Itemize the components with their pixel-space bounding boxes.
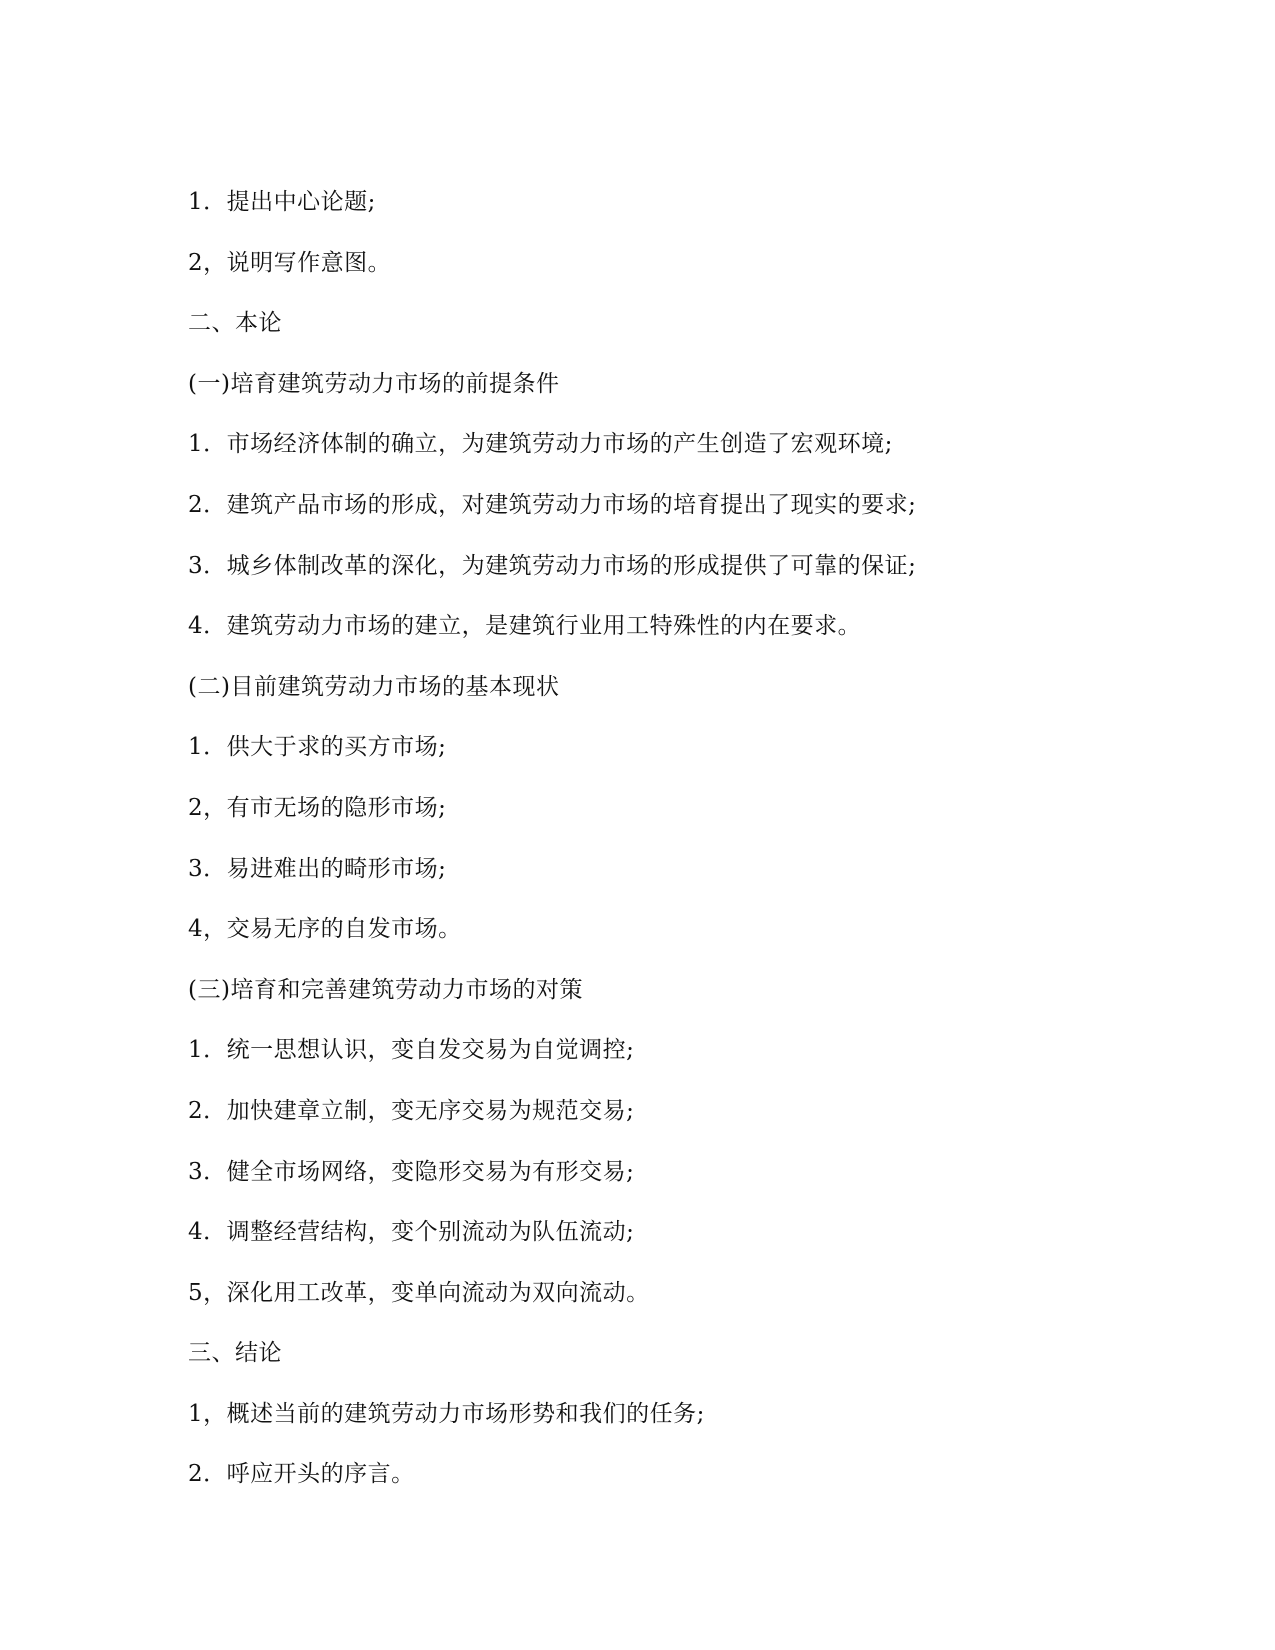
outline-item: 3．易进难出的畸形市场; [188,855,447,882]
outline-item: 1．统一思想认识，变自发交易为自觉调控; [188,1037,635,1064]
outline-item: 2．加快建章立制，变无序交易为规范交易; [188,1097,635,1124]
outline-item: 1，概述当前的建筑劳动力市场形势和我们的任务; [188,1400,705,1427]
outline-item: 2，有市无场的隐形市场; [188,794,447,821]
outline-item: 4．建筑劳动力市场的建立，是建筑行业用工特殊性的内在要求。 [188,613,862,640]
outline-item: 2，说明写作意图。 [188,249,392,276]
subsection-heading: (一)培育建筑劳动力市场的前提条件 [188,370,560,397]
outline-item: 3．城乡体制改革的深化，为建筑劳动力市场的形成提供了可靠的保证; [188,552,917,579]
subsection-heading: (二)目前建筑劳动力市场的基本现状 [188,673,560,700]
outline-item: 5，深化用工改革，变单向流动为双向流动。 [188,1279,650,1306]
outline-item: 4，交易无序的自发市场。 [188,916,462,943]
outline-item: 1．市场经济体制的确立，为建筑劳动力市场的产生创造了宏观环境; [188,431,893,458]
outline-item: 1．供大于求的买方市场; [188,734,447,761]
subsection-heading: (三)培育和完善建筑劳动力市场的对策 [188,976,583,1003]
outline-item: 4．调整经营结构，变个别流动为队伍流动; [188,1219,635,1246]
outline-item: 2．建筑产品市场的形成，对建筑劳动力市场的培育提出了现实的要求; [188,491,917,518]
document-body [188,172,1088,1505]
section-heading: 三、结论 [188,1340,282,1367]
outline-item: 2．呼应开头的序言。 [188,1461,415,1488]
outline-item: 1．提出中心论题; [188,189,376,215]
section-heading: 二、本论 [188,310,282,337]
outline-item: 3．健全市场网络，变隐形交易为有形交易; [188,1158,635,1185]
